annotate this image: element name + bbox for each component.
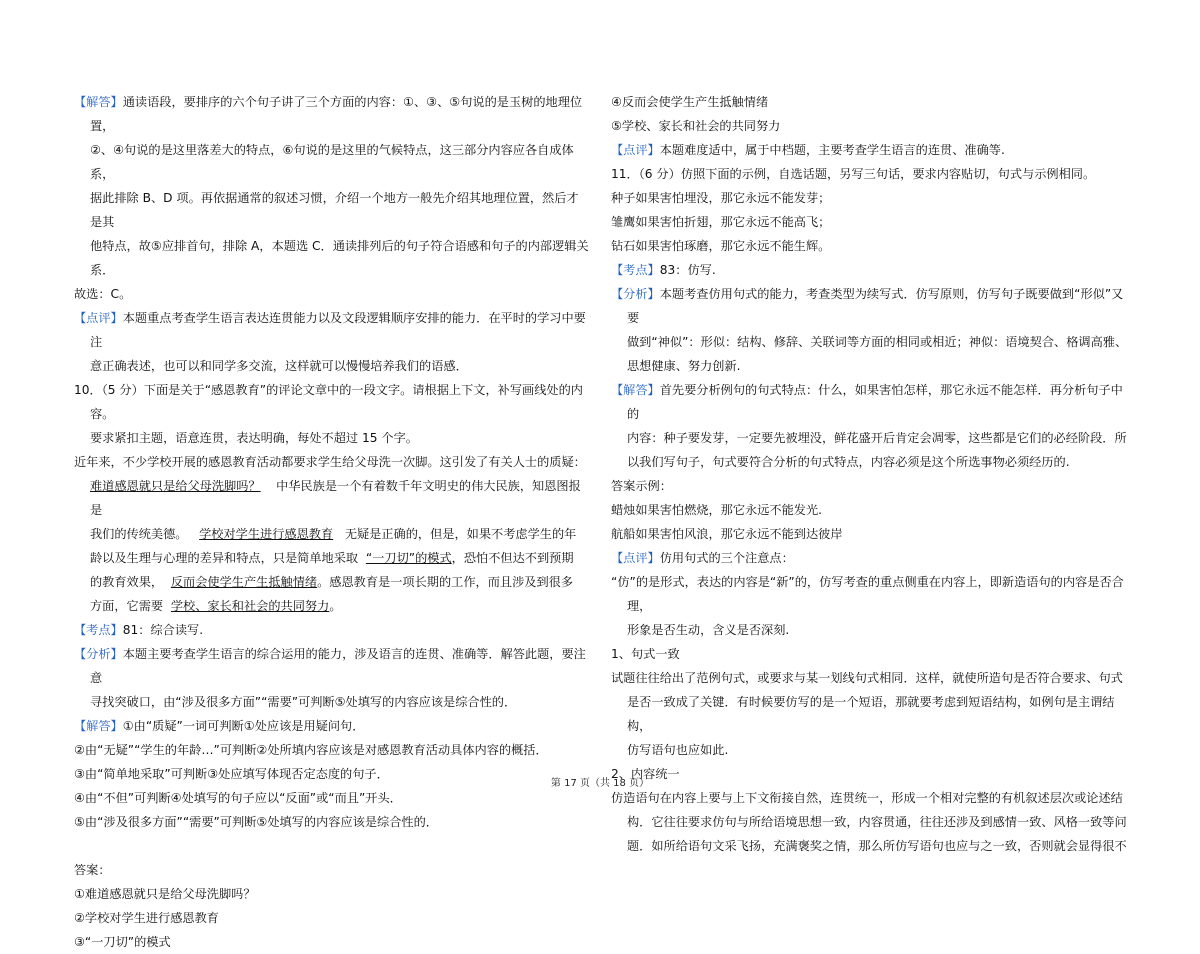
passage-text: 。感恩教育是一项长期的工作，而且涉及到很多 xyxy=(317,575,574,589)
blank-answer-4: 反而会使学生产生抵触情绪 xyxy=(170,575,318,589)
answer-tag: 【解答】 xyxy=(74,95,123,109)
q10-step: ④由“不但”可判断④处填写的句子应以“反面”或“而且”开头． xyxy=(74,791,402,805)
q10-step: ③由“简单地采取”可判断③处应填写体现否定态度的句子． xyxy=(74,767,389,781)
review-tag: 【点评】 xyxy=(611,551,660,565)
answer-item: ②学校对学生进行感恩教育 xyxy=(74,911,219,925)
passage-text: 的教育效果， xyxy=(90,575,164,589)
blank-answer-5: 学校、家长和社会的共同努力 xyxy=(170,599,330,613)
point1-text-a: 试题往往给出了范例句式，或要求与某一划线句式相同．这样，就使所造句是否符合要求、句式 xyxy=(611,671,1123,685)
q11-point xyxy=(611,258,1133,282)
note-intro-text-a: “仿”的是形式，表达的内容是“新”的，仿写考查的重点侧重在内容上，即新造语句的内容是否合理， xyxy=(611,575,1124,613)
blank-answer-1: 难道感恩就只是给父母洗脚吗？ xyxy=(90,479,261,493)
passage-text: 无疑是正确的，但是，如果不考虑学生的年 xyxy=(344,527,577,541)
q10-prompt-line-b: 要求紧扣主题，语意连贯，表达明确，每处不超过 15 个字。 xyxy=(90,431,418,445)
analysis-text-a: 本题主要考查学生语言的综合运用的能力，涉及语言的连贯、准确等．解答此题，要注意 xyxy=(90,647,586,685)
sample-title: 答案示例： xyxy=(611,479,672,493)
analysis-text-a: 本题考查仿用句式的能力，考查类型为续写式．仿写原则，仿写句子既要做到“形似”又要 xyxy=(627,287,1124,325)
point1-text-b: 是否一致成了关键．有时候要仿写的是一个短语，那就要考虑到短语结构，如例句是主谓结构， xyxy=(627,695,1115,733)
analysis-tag: 【分析】 xyxy=(74,647,123,661)
passage-text: ，恐怕不但达不到预期 xyxy=(451,551,574,565)
point2-text-c: 题．如所给语句文采飞扬，充满褒奖之情，那么所仿写语句也应与之一致，否则就会显得很不 xyxy=(627,839,1127,853)
passage-text: 龄以及生理与心理的差异和特点，只是简单地采取 xyxy=(90,551,359,565)
q10-point xyxy=(74,618,590,642)
q9-review-text-b: 意正确表述，也可以和同学多交流，这样就可以慢慢培养我们的语感． xyxy=(90,359,468,373)
q9-analysis-text-d: 他特点，故⑤应排首句，排除 A，本题选 C．通读排列后的句子符合语感和句子的内部逻辑关系． xyxy=(90,239,589,277)
q10-analysis xyxy=(74,642,590,714)
blank-answer-2: 学校对学生进行感恩教育 xyxy=(199,527,334,541)
answer-item: ⑤学校、家长和社会的共同努力 xyxy=(611,119,781,133)
q11-answer-analysis xyxy=(611,378,1133,474)
point1-title: 1、句式一致 xyxy=(611,647,680,661)
analysis-text-b: 做到“神似”：形似：结构、修辞、关联词等方面的相同或相近；神似：语境契合、格调高雅、 xyxy=(627,335,1128,349)
q10-review xyxy=(611,138,1133,162)
answer-tag: 【解答】 xyxy=(611,383,660,397)
q9-review-text-a: 本题重点考查学生语言表达连贯能力以及文段逻辑顺序安排的能力．在平时的学习中要注 xyxy=(90,311,586,349)
page-footer: 第 17 页（共 18 页） xyxy=(550,778,650,789)
point2-body xyxy=(611,786,1133,858)
q10-prompt xyxy=(74,378,590,450)
q10-passage xyxy=(74,450,590,618)
blank-answer-3: “一刀切”的模式 xyxy=(365,551,452,565)
answer-tag: 【解答】 xyxy=(74,719,123,733)
analysis-text-c: 思想健康、努力创新. xyxy=(627,359,741,373)
q11-review xyxy=(611,546,1133,570)
left-column xyxy=(74,90,590,954)
point2-text-b: 构．它往往要求仿句与所给语境思想一致，内容贯通，往往还涉及到感情一致、风格一致等问 xyxy=(627,815,1127,829)
q9-final-answer: 故选：C。 xyxy=(74,287,132,301)
point-text: 81：综合读写. xyxy=(122,623,204,637)
q11-example: 种子如果害怕埋没，那它永远不能发芽； xyxy=(611,191,831,205)
q9-review xyxy=(74,306,590,378)
q9-answer-analysis xyxy=(74,90,590,282)
sample-item: 航船如果害怕风浪，那它永远不能到达彼岸 xyxy=(611,527,843,541)
passage-text: 近年来，不少学校开展的感恩教育活动都要求学生给父母洗一次脚。这引发了有关人士的质疑： xyxy=(74,455,586,469)
review-text: 仿用句式的三个注意点： xyxy=(659,551,794,565)
q9-analysis-text-b: ②、④句说的是这里落差大的特点，⑥句说的是这里的气候特点，这三部分内容应各自成体系， xyxy=(90,143,574,181)
answer-analysis-text-a: 首先要分析例句的句式特点：什么，如果害怕怎样，那它永远不能怎样．再分析句子中的 xyxy=(627,383,1123,421)
passage-text: 我们的传统美德。 xyxy=(90,527,188,541)
sample-item: 蜡烛如果害怕燃烧，那它永远不能发光. xyxy=(611,503,823,517)
answer-item: ①难道感恩就只是给父母洗脚吗？ xyxy=(74,887,256,901)
passage-text: 方面，它需要 xyxy=(90,599,164,613)
point2-text-a: 仿造语句在内容上要与上下文衔接自然，连贯统一，形成一个相对完整的有机叙述层次或论述结 xyxy=(611,791,1123,805)
point2-title: 2、内容统一 xyxy=(611,767,680,781)
point1-body xyxy=(611,666,1133,762)
answer-title: 答案： xyxy=(74,863,111,877)
q10-step: ⑤由“涉及很多方面”“需要”可判断⑤处填写的内容应该是综合性的． xyxy=(74,815,438,829)
q9-analysis-text-c: 据此排除 B、D 项。再依据通常的叙述习惯，介绍一个地方一般先介绍其地理位置，然后才是其 xyxy=(90,191,579,229)
answer-item: ③“一刀切”的模式 xyxy=(74,935,171,949)
right-column xyxy=(611,90,1133,858)
q11-example: 钻石如果害怕琢磨，那它永远不能生辉。 xyxy=(611,239,831,253)
answer-item: ④反而会使学生产生抵触情绪 xyxy=(611,95,769,109)
answer-analysis-text-b: 内容：种子要发芽，一定要先被埋没，鲜花盛开后肯定会凋零，这些都是它们的必经阶段．所 xyxy=(627,431,1127,445)
point-tag: 【考点】 xyxy=(74,623,123,637)
point-tag: 【考点】 xyxy=(611,263,660,277)
review-text: 本题难度适中，属于中档题，主要考查学生语言的连贯、准确等. xyxy=(659,143,1005,157)
q11-example: 雏鹰如果害怕折翅，那它永远不能高飞； xyxy=(611,215,831,229)
q11-analysis xyxy=(611,282,1133,378)
q9-analysis-text-a: 通读语段，要排序的六个句子讲了三个方面的内容：①、③、⑤句说的是玉树的地理位置， xyxy=(90,95,583,133)
answer-analysis-text-c: 以我们写句子，句式要符合分析的句式特点，内容必须是这个所选事物必须经历的. xyxy=(627,455,1070,469)
q10-answer-analysis xyxy=(74,714,590,738)
review-tag: 【点评】 xyxy=(611,143,660,157)
note-intro-text-b: 形象是否生动，含义是否深刻. xyxy=(627,623,790,637)
spacer xyxy=(74,834,590,858)
point1-text-c: 仿写语句也应如此. xyxy=(627,743,729,757)
passage-text: 中华民族是一个有着数千年文明史的伟大民族，知恩图报是 xyxy=(90,479,581,517)
analysis-text-b: 寻找突破口，由“涉及很多方面”“需要”可判断⑤处填写的内容应该是综合性的． xyxy=(90,695,517,709)
passage-text: 。 xyxy=(329,599,342,613)
q10-step: ②由“无疑”“学生的年龄…”可判断②处所填内容应该是对感恩教育活动具体内容的概括． xyxy=(74,743,548,757)
note-intro xyxy=(611,570,1133,642)
answer-analysis-text: ①由“质疑”一词可判断①处应该是用疑问句． xyxy=(122,719,365,733)
q10-prompt-line-a: 10．（5 分）下面是关于“感恩教育”的评论文章中的一段文字。请根据上下文，补写画线处的内容。 xyxy=(74,383,583,421)
point-text: 83：仿写. xyxy=(659,263,716,277)
review-tag: 【点评】 xyxy=(74,311,123,325)
q11-prompt: 11．（6 分）仿照下面的示例，自选话题，另写三句话，要求内容贴切，句式与示例相同。 xyxy=(611,167,1096,181)
analysis-tag: 【分析】 xyxy=(611,287,660,301)
